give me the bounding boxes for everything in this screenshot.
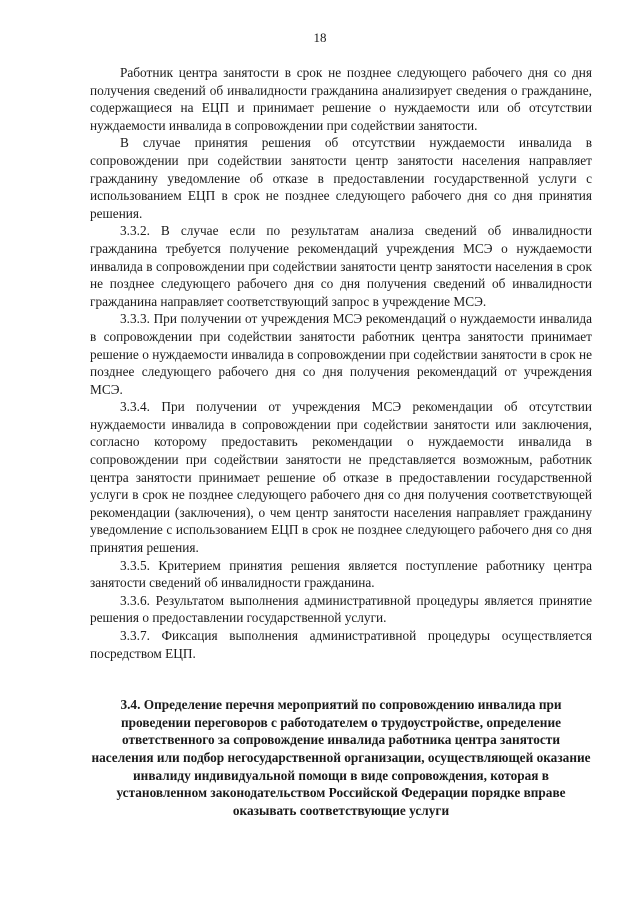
paragraph: 3.3.5. Критерием принятия решения является поступление работнику центра занятости сведений об инвалидности гражданина. (90, 557, 592, 591)
section-heading: 3.4. Определение перечня мероприятий по сопровождению инвалида при проведении переговоров с работодателем о трудоустройстве, определение ответственного за сопровождение инвалида работника центра занятости населения или подбор негосударственной организации, осуществляющей оказание инвалиду индивидуальной помощи в виде сопровождения, которая в установленном законодательством Российской Федерации порядке вправе оказывать соответствующие услуги (91, 697, 591, 818)
page-number: 18 (313, 30, 327, 45)
paragraph: В случае принятия решения об отсутствии нуждаемости инвалида в сопровождении при содействии занятости центр занятости населения направляет гражданину уведомление об отказе в предоставлении государственной услуги с использованием ЕЦП в срок не позднее следующего рабочего дня со дня принятия решения. (90, 135, 592, 221)
paragraph: 3.3.6. Результатом выполнения административной процедуры является принятие решения о предоставлении государственной услуги. (90, 592, 592, 626)
paragraph: 3.3.4. При получении от учреждения МСЭ рекомендации об отсутствии нуждаемости инвалида в сопровождении при содействии занятости или заключения, согласно которому предоставить рекомендации о нуждаемости инвалида в сопровождении при содействии занятости не представляется возможным, работник центра занятости принимает решение об отказе в предоставлении государственной услуги в срок не позднее следующего рабочего дня со дня получения соответствующей рекомендации (заключения), о чем центр занятости населения направляет гражданину уведомление с использованием ЕЦП в срок не позднее следующего рабочего дня со дня принятия решения. (90, 399, 592, 556)
paragraph: 3.3.2. В случае если по результатам анализа сведений об инвалидности гражданина требуется получение рекомендаций учреждения МСЭ о нуждаемости инвалида в сопровождении при содействии занятости центр занятости населения в срок не позднее следующего рабочего дня со дня получения сведений об инвалидности гражданина направляет соответствующий запрос в учреждение МСЭ. (90, 223, 592, 309)
paragraph: Работник центра занятости в срок не позднее следующего рабочего дня со дня получения сведений об инвалидности гражданина анализирует сведения о гражданине, содержащиеся на ЕЦП и принимает решение о нуждаемости или об отсутствии нуждаемости инвалида в сопровождении при содействии занятости. (90, 65, 592, 133)
paragraph: 3.3.3. При получении от учреждения МСЭ рекомендаций о нуждаемости инвалида в сопровождении при содействии занятости работник центра занятости принимает решение о нуждаемости инвалида в сопровождении при содействии занятости в срок не позднее следующего рабочего дня со дня получения рекомендаций от учреждения МСЭ. (90, 311, 592, 397)
paragraph: 3.3.7. Фиксация выполнения административной процедуры осуществляется посредством ЕЦП. (90, 628, 592, 661)
document-body (90, 64, 592, 819)
